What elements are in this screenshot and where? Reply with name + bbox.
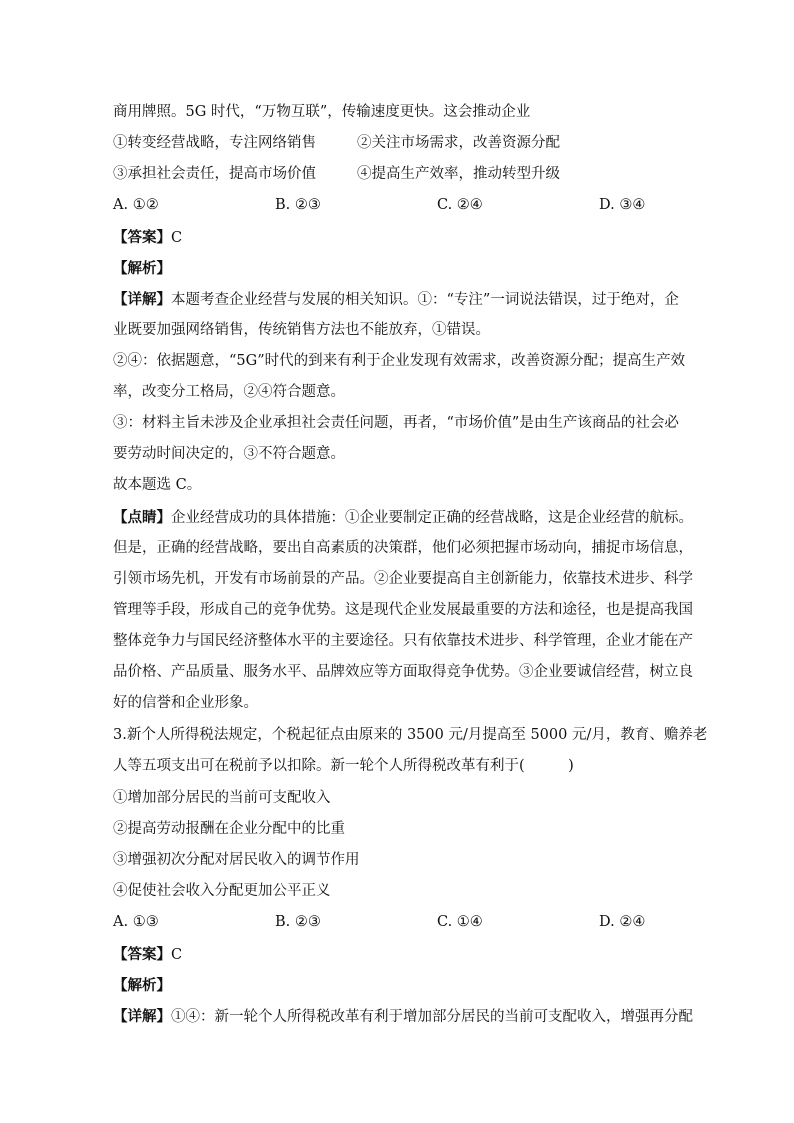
q2-statement-4: ④提高生产效率，推动转型升级 [357,166,560,182]
q2-detail-line-6: 要劳动时间决定的，③不符合题意。 [113,446,345,462]
q3-option-a: A. ①③ [113,914,159,930]
q2-option-b: B. ②③ [275,197,321,213]
answer-tag: 【答案】 [113,229,171,246]
detail-text: 本题考查企业经营与发展的相关知识。①：“专注”一词说法错误，过于绝对，企 [171,292,679,308]
q2-pointer-line-5: 整体竞争力与国民经济整体水平的主要途径。只有依靠技术进步、科学管理，企业才能在产 [113,633,693,649]
q3-statement-4: ④促使社会收入分配更加公平正义 [113,883,331,899]
q2-pointer-line-2: 但是，正确的经营战略，要出自高素质的决策群，他们必须把握市场动向，捕捉市场信息， [113,540,693,556]
q3-option-b: B. ②③ [275,914,321,930]
pointer-text: 企业经营成功的具体措施：①企业要制定正确的经营战略，这是企业经营的航标。 [171,510,693,526]
q2-detail-line-7: 故本题选 C。 [113,477,202,493]
q2-statement-2: ②关注市场需求，改善资源分配 [357,135,560,151]
answer-value: C [171,947,183,963]
q3-statement-2: ②提高劳动报酬在企业分配中的比重 [113,821,345,837]
q2-pointer-line-3: 引领市场先机，开发有市场前景的产品。②企业要提高自主创新能力，依靠技术进步、科学 [113,571,693,587]
q3-detail-line-1 [113,1001,693,1032]
q2-answer-line [113,222,683,253]
analysis-tag: 【解析】 [113,260,171,277]
q3-stem-line-2: 人等五项支出可在税前予以扣除。新一轮个人所得税改革有利于( ) [113,758,574,774]
q2-statement-1: ①转变经营战略，专注网络销售 [113,135,316,151]
q2-detail-line-1 [113,284,683,315]
analysis-tag: 【解析】 [113,977,171,994]
q2-statement-3: ③承担社会责任，提高市场价值 [113,166,316,182]
q3-option-d: D. ②④ [599,914,646,930]
q3-stem-line-1: 3.新个人所得税法规定，个税起征点由原来的 3500 元/月提高至 5000 元/月，教育、赡养老 [113,727,708,743]
q2-pointer-line-7: 好的信誉和企业形象。 [113,695,258,711]
answer-value: C [171,230,183,246]
q2-pointer-line-4: 管理等手段，形成自己的竞争优势。这是现代企业发展最重要的方法和途径，也是提高我国 [113,602,693,618]
detail-tag: 【详解】 [113,291,171,308]
q2-detail-line-4: 率，改变分工格局，②④符合题意。 [113,384,345,400]
answer-tag: 【答案】 [113,946,171,963]
q3-answer-line [113,939,683,970]
q2-option-d: D. ③④ [599,197,646,213]
q2-pointer-line-6: 品价格、产品质量、服务水平、品牌效应等方面取得竞争优势。③企业要诚信经营，树立良 [113,664,693,680]
q3-statement-3: ③增强初次分配对居民收入的调节作用 [113,852,360,868]
q2-detail-line-3: ②④：依据题意，“5G”时代的到来有利于企业发现有效需求，改善资源分配；提高生产效 [113,353,686,369]
q2-pointer-line-1 [113,502,693,533]
q2-detail-line-2: 业既要加强网络销售，传统销售方法也不能放弃，①错误。 [113,322,490,338]
detail-text: ①④：新一轮个人所得税改革有利于增加部分居民的当前可支配收入，增强再分配 [171,1009,693,1025]
q2-option-a: A. ①② [113,197,159,213]
q3-option-c: C. ①④ [437,914,483,930]
q2-option-c: C. ②④ [437,197,483,213]
q3-statement-1: ①增加部分居民的当前可支配收入 [113,790,331,806]
q2-detail-line-5: ③：材料主旨未涉及企业承担社会责任问题，再者，“市场价值”是由生产该商品的社会必 [113,415,679,431]
intro-line: 商用牌照。5G 时代，“万物互联”，传输速度更快。这会推动企业 [113,104,531,120]
detail-tag: 【详解】 [113,1008,171,1025]
pointer-tag: 【点睛】 [113,509,171,526]
